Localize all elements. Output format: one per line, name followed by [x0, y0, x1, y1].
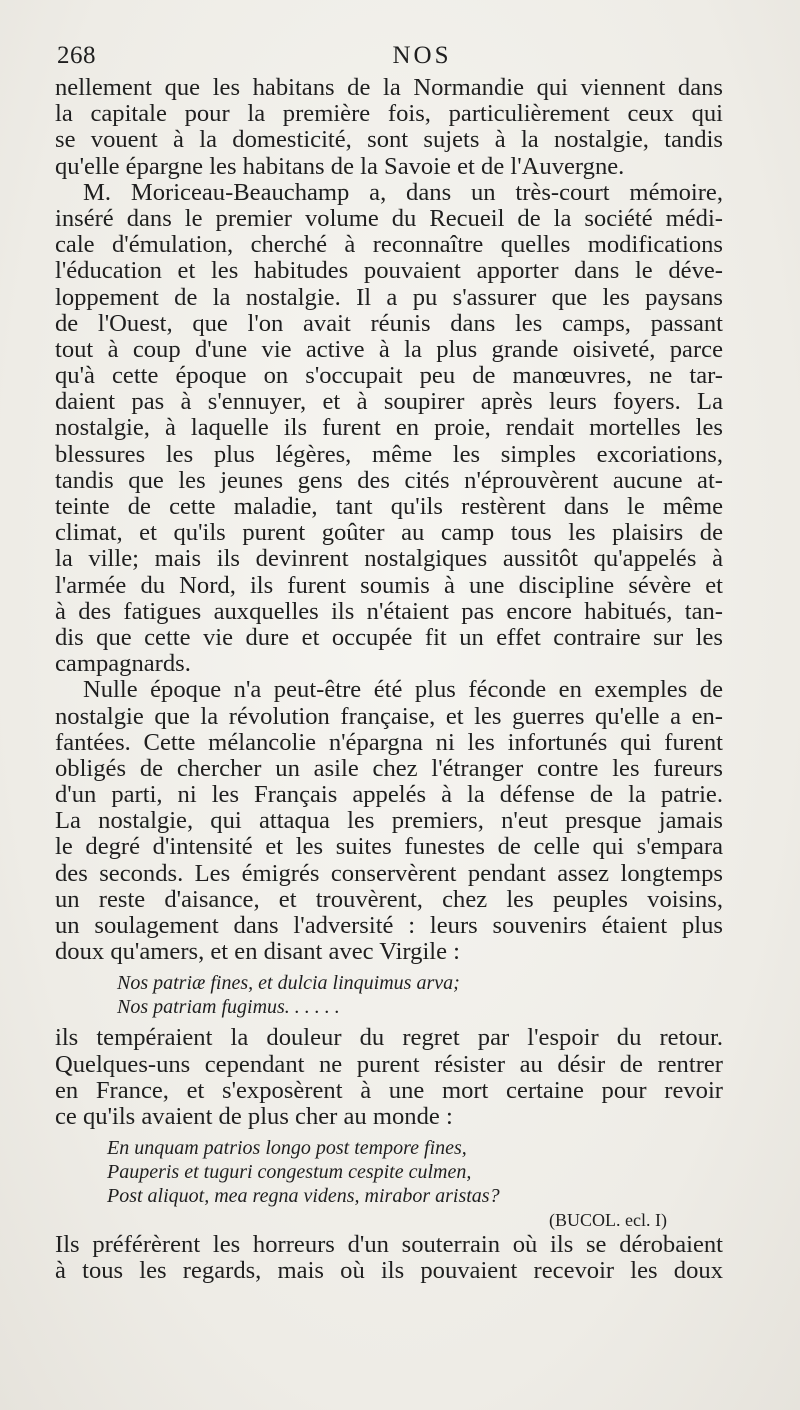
paragraph: [55, 1232, 723, 1284]
text-line: l'armée du Nord, ils furent soumis à une discipline sévère et: [55, 571, 723, 599]
text-line: tandis que les jeunes gens des cités n'éprouvèrent aucune at-: [55, 466, 723, 494]
paragraph: [55, 180, 723, 678]
text-line: l'éducation et les habitudes pouvaient apporter dans le déve-: [55, 257, 723, 285]
paragraph: [55, 75, 723, 180]
paragraph: [55, 1025, 723, 1130]
text-line: le degré d'intensité et les suites funestes de celle qui s'empara: [55, 833, 723, 861]
text-line: nostalgie que la révolution française, et les guerres qu'elle a en-: [55, 702, 723, 730]
text-line: Nulle époque n'a peut-être été plus féconde en exemples de: [83, 676, 723, 704]
text-line: cale d'émulation, cherché à reconnaître quelles modifications: [55, 231, 723, 259]
text-line: Quelques-uns cependant ne purent résister au désir de rentrer: [55, 1050, 723, 1078]
text-line: Ils préférèrent les horreurs d'un souterrain où ils se dérobaient: [55, 1231, 723, 1259]
text-line: nellement que les habitans de la Normandie qui viennent dans: [55, 74, 723, 101]
body-text: [55, 75, 723, 1285]
latin-quotation: [55, 971, 723, 1019]
quotation-source: (BUCOL. ecl. I): [549, 1210, 667, 1231]
text-line: des seconds. Les émigrés conservèrent pendant assez longtemps: [55, 859, 723, 887]
running-head: [57, 42, 758, 72]
text-line: M. Moriceau-Beauchamp a, dans un très-court mémoire,: [83, 178, 723, 206]
paragraph: [55, 677, 723, 965]
text-line: dis que cette vie dure et occupée fit un effet contraire sur les: [55, 623, 723, 651]
verse-line: En unquam patrios longo post tempore fines,: [107, 1137, 467, 1160]
text-line: à tous les regards, mais où ils pouvaient recevoir les doux: [55, 1257, 723, 1285]
text-line: un reste d'aisance, et trouvèrent, chez les peuples voisins,: [55, 885, 723, 913]
text-line: ils tempéraient la douleur du regret par l'espoir du retour.: [55, 1024, 723, 1052]
text-line: inséré dans le premier volume du Recueil de la société médi-: [55, 204, 723, 232]
text-line: La nostalgie, qui attaqua les premiers, n'eut presque jamais: [55, 807, 723, 835]
text-line: blessures les plus légères, même les simples excoriations,: [55, 440, 723, 468]
text-line: nostalgie, à laquelle ils furent en proie, rendait mortelles les: [55, 414, 723, 442]
verse-line: Nos patriam fugimus. . . . . .: [117, 996, 340, 1019]
text-line: tout à coup d'une vie active à la plus grande oisiveté, parce: [55, 335, 723, 363]
latin-quotation: [55, 1136, 723, 1232]
text-line: qu'à cette époque on s'occupait peu de manœuvres, ne tar-: [55, 362, 723, 390]
text-line: qu'elle épargne les habitans de la Savoie et de l'Auvergne.: [55, 152, 625, 180]
text-line: climat, et qu'ils purent goûter au camp tous les plaisirs de: [55, 519, 723, 547]
text-line: daient pas à s'ennuyer, et à soupirer après leurs foyers. La: [55, 388, 723, 416]
text-line: obligés de chercher un asile chez l'étranger contre les fureurs: [55, 754, 723, 782]
text-line: la ville; mais ils devinrent nostalgiques aussitôt qu'appelés à: [55, 545, 723, 573]
text-line: ce qu'ils avaient de plus cher au monde :: [55, 1102, 453, 1130]
running-title: NOS: [392, 42, 452, 69]
text-line: à des fatigues auxquelles ils n'étaient pas encore habitués, tan-: [55, 597, 723, 625]
verse-line: Nos patriæ fines, et dulcia linquimus arva;: [117, 972, 460, 995]
text-line: campagnards.: [55, 650, 191, 678]
verse-line: Pauperis et tuguri congestum cespite culmen,: [107, 1161, 472, 1184]
text-line: doux qu'amers, et en disant avec Virgile :: [55, 938, 461, 966]
text-line: en France, et s'exposèrent à une mort certaine pour revoir: [55, 1076, 723, 1104]
text-line: d'un parti, ni les Français appelés à la défense de la patrie.: [55, 781, 723, 809]
text-line: un soulagement dans l'adversité : leurs souvenirs étaient plus: [55, 912, 723, 939]
text-line: loppement de la nostalgie. Il a pu s'assurer que les paysans: [55, 283, 723, 311]
verse-line: Post aliquot, mea regna videns, mirabor aristas?: [107, 1185, 500, 1208]
text-line: la capitale pour la première fois, particulièrement ceux qui: [55, 100, 723, 128]
text-line: teinte de cette maladie, tant qu'ils restèrent dans le même: [55, 493, 723, 520]
text-line: de l'Ouest, que l'on avait réunis dans les camps, passant: [55, 309, 723, 337]
text-line: fantées. Cette mélancolie n'épargna ni les infortunés qui furent: [55, 728, 723, 756]
page-number: 268: [57, 42, 96, 69]
text-line: se vouent à la domesticité, sont sujets à la nostalgie, tandis: [55, 126, 723, 154]
